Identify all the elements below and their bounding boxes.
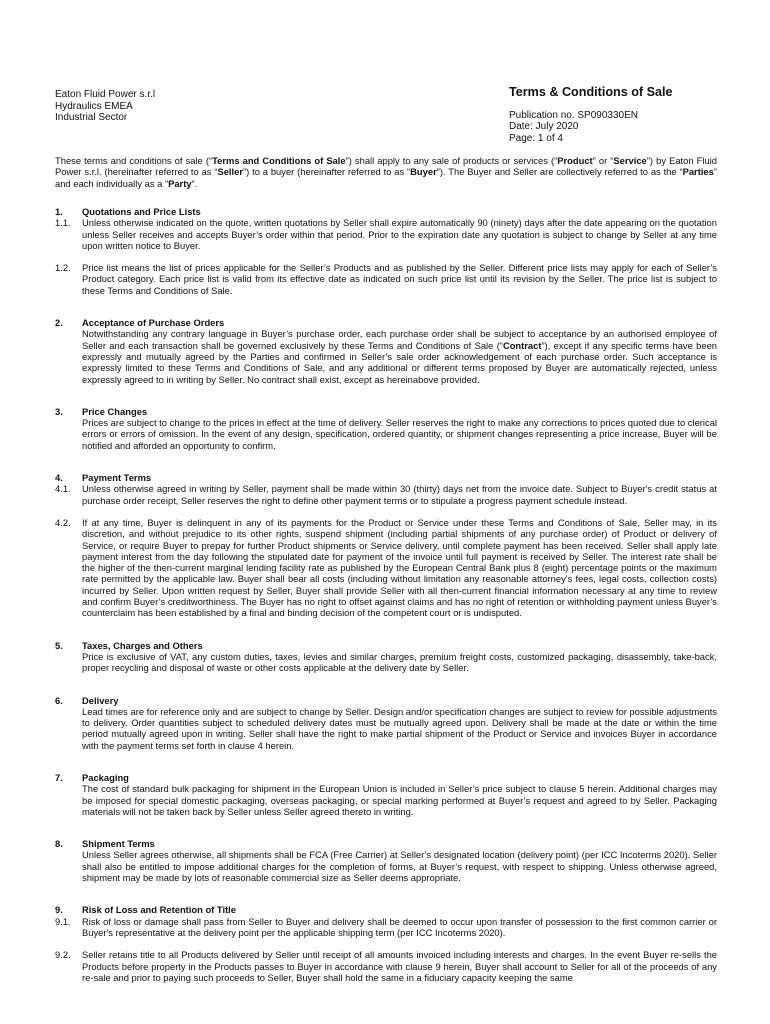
clause-number: 1.1. — [55, 217, 71, 229]
clause-paragraph — [55, 651, 717, 674]
section-quotations — [55, 206, 717, 296]
intro-text: ” or “ — [592, 155, 614, 166]
section-heading — [55, 904, 717, 915]
intro-text: ”. — [191, 177, 198, 189]
section-acceptance — [55, 317, 717, 385]
clause-number: 9.1. — [55, 915, 71, 927]
defined-term: Terms and Conditions of Sale — [212, 155, 346, 166]
section-number: 1. — [55, 206, 63, 217]
section-payment-terms — [55, 472, 717, 619]
clause-text: Seller retains title to all Products delivered by Seller until receipt of all amounts invoiced including interests and charges. In the event Buyer re-sells the Products before property in the Products passes to Buyer in accordance with clause 9 herein, Buyer shall account to Seller for all of the proceeds of any re-sale and prior to paying such proceeds to Seller, Buyer shall hold the same in a fiduciary capacity keeping the same — [82, 949, 717, 983]
clause-paragraph — [55, 783, 717, 817]
section-number: 8. — [55, 838, 63, 850]
intro-text: ” and each individually as a “ — [55, 166, 717, 189]
clause-number: 4.1. — [55, 483, 71, 495]
section-title: Shipment Terms — [82, 838, 155, 850]
section-number: 4. — [55, 472, 63, 484]
clause-indent — [55, 328, 82, 384]
section-shipment-terms — [55, 838, 717, 883]
section-risk-of-loss — [55, 904, 717, 983]
clause-text: Lead times are for reference only and are subject to change by Seller. Design and/or specification changes are subject to review for possible adjustments to delivery. Order quantities subject to scheduled delivery dates must be mutually agreed upon. Delivery shall be made at the date or within the time period mutually agreed upon in writing. Seller shall have the right to make partial shipment of the Product or Service and invoices Buyer in accordance with the payment terms set forth in clause 4 herein. — [82, 705, 717, 751]
section-number: 3. — [55, 405, 63, 417]
section-title: Packaging — [82, 771, 129, 783]
intro-text: ”) shall apply to any sale of products or services (“ — [345, 155, 558, 166]
intro-text: ”). The Buyer and Seller are collectively referred to as the “ — [436, 166, 683, 178]
clause-paragraph — [55, 949, 717, 983]
section-title: Risk of Loss and Retention of Title — [82, 904, 237, 916]
section-number: 6. — [55, 694, 63, 706]
section-title: Quotations and Price Lists — [82, 206, 201, 217]
clause-text: Unless otherwise agreed in writing by Seller, payment shall be made within 30 (thirty) days net from the invoice date. Subject to Buyer's credit status at purchase order receipt, Seller reserves the right to define other payment terms or to stipulate a progress payment schedule instead. — [82, 483, 717, 506]
section-number: 5. — [55, 639, 63, 651]
defined-term: Contract — [502, 339, 542, 351]
clause-paragraph — [55, 849, 717, 883]
section-title: Taxes, Charges and Others — [82, 639, 203, 651]
section-taxes — [55, 640, 717, 674]
clause-text: Unless Seller agrees otherwise, all shipments shall be FCA (Free Carrier) at Seller’s designated location (delivery point) (per ICC Incoterms 2020). Seller shall also be entitled to impose additional charges for the completion of forms, at Buyer’s request, with respect to shipping. Unless otherwise agreed, shipment may be made by lots of reasonable commercial size as Seller deems appropriate. — [82, 849, 717, 884]
clause-indent — [55, 651, 82, 674]
defined-term: Seller — [217, 166, 244, 178]
seller-address-block — [55, 89, 155, 124]
document-title: Terms & Conditions of Sale — [509, 85, 673, 99]
defined-term: Product — [557, 155, 593, 166]
section-delivery — [55, 695, 717, 751]
clause-text: If at any time, Buyer is delinquent in any of its payments for the Product or Service under these Terms and Conditions of Sale, Seller may, in its discretion, and without prejudice to its other rights, suspend shipment (including partial shipments of any purchase order) of Product or delivery of Service, or require Buyer to prepay for further Product shipments or Service delivery, until complete payment has been received. Seller shall apply late payment interest from the day following the stipulated date for payment of the invoice until full payment is received by Seller. The interest rate shall be the higher of the then-current marginal lending facility rate as published by the European Central Bank plus 8 (eight) percentage points or the maximum rate permitted by the applicable law. Buyer shall bear all costs (including without limitation any reasonable attorney's fees, legal costs, collection costs) incurred by Seller. Upon written request by Seller, Buyer shall provide Seller with all then-current financial information necessary at any time to review and confirm Buyer’s creditworthiness. The Buyer has no right to offset against claims and has no right of retention or withholding payment unless Buyer’s counterclaim has been established by a final and binding decision of the competent court or is undisputed. — [82, 516, 717, 619]
section-title: Delivery — [82, 694, 119, 706]
section-heading — [55, 640, 717, 651]
clause-paragraph — [55, 916, 717, 939]
section-title: Payment Terms — [82, 472, 152, 484]
intro-text: ”) by Eaton Fluid Power s.r.l. (hereinafter referred to as “ — [55, 155, 717, 178]
clause-indent — [55, 849, 82, 883]
defined-term: Service — [613, 155, 647, 166]
section-price-changes — [55, 406, 717, 451]
section-number: 7. — [55, 771, 63, 783]
clause-indent — [55, 417, 82, 451]
document-info-block — [509, 87, 673, 144]
section-heading — [55, 772, 717, 783]
clause-paragraph — [55, 417, 717, 451]
section-title: Acceptance of Purchase Orders — [82, 317, 225, 329]
clause-paragraph — [55, 483, 717, 506]
section-heading — [55, 406, 717, 417]
clause-paragraph — [55, 328, 717, 384]
clause-text — [82, 328, 717, 384]
clause-text: Risk of loss or damage shall pass from Seller to Buyer and delivery shall be deemed to occur upon transfer of possession to the first common carrier or Buyer's representative at the delivery point per the applicable shipping term (per ICC Incoterms 2020). — [82, 915, 717, 938]
company-name: Eaton Fluid Power s.r.l — [55, 89, 156, 100]
sector-name: Industrial Sector — [55, 112, 128, 124]
clause-paragraph — [55, 262, 717, 296]
clause-indent — [55, 783, 82, 817]
clause-text-part: Notwithstanding any contrary language in Buyer’s purchase order, each purchase order shall be subject to acceptance by an authorised employee of Seller and each transaction shall be governed exclusively by these Terms and Conditions of Sale (“ — [82, 328, 717, 351]
publication-date: Date: July 2020 — [509, 121, 579, 133]
section-number: 9. — [55, 904, 63, 916]
publication-number: Publication no. SP090330EN — [509, 109, 638, 121]
clause-number: 4.2. — [55, 516, 71, 528]
section-heading — [55, 838, 717, 849]
section-number: 2. — [55, 317, 63, 329]
clause-indent — [55, 706, 82, 751]
clause-text: The cost of standard bulk packaging for shipment in the European Union is included in Seller’s price subject to clause 5 herein. Additional charges may be imposed for special domestic packaging, overseas packaging, or special marking performed at Buyer’s request and agreed to by Seller. Packaging materials will not be taken back by Seller unless Seller agreed thereto in writing. — [82, 783, 717, 817]
defined-term: Buyer — [410, 166, 437, 178]
clause-number: 9.2. — [55, 949, 71, 961]
intro-text: These terms and conditions of sale (“ — [55, 155, 213, 166]
section-heading — [55, 695, 717, 706]
defined-term: Parties — [682, 166, 714, 178]
clause-paragraph — [55, 706, 717, 751]
clause-paragraph — [55, 517, 717, 619]
clauses — [55, 206, 717, 1004]
clause-text-part: ”), except if any specific terms have been expressly and mutually agreed by the Parties and confirmed in Seller’s sale order acknowledgement of each purchase order. Such acceptance is expressly limited to these Terms and Conditions of Sale, and any additional or different terms proposed by Buyer are automatically rejected, unless expressly agreed to in writing by Seller. No contract shall exist, except as hereinabove provided. — [82, 339, 717, 385]
section-title: Price Changes — [82, 405, 148, 417]
page-number: Page: 1 of 4 — [509, 132, 563, 144]
section-packaging — [55, 772, 717, 817]
clause-number: 1.2. — [55, 262, 71, 274]
clause-text: Unless otherwise indicated on the quote, written quotations by Seller shall expire automatically 90 (ninety) days after the date appearing on the quotation unless Seller receives and accepts Buyer’s order within that period. Prior to the expiration date any quotation is subject to change by Seller at any time upon written notice to Buyer. — [82, 217, 717, 251]
clause-text: Price list means the list of prices applicable for the Seller’s Products and as published by the Seller. Different price lists may apply for each of Seller’s Product category. Each price list is valid from its effective date as indicated on such price list until its revision by the Seller. The price list is subject to these Terms and Conditions of Sale. — [82, 262, 717, 296]
intro-text: ”) to a buyer (hereinafter referred to as “ — [243, 166, 411, 178]
section-heading — [55, 206, 717, 217]
clause-text: Price is exclusive of VAT, any custom duties, taxes, levies and similar charges, premium freight costs, customized packaging, disassembly, take-back, proper recycling and disposal of waste or other costs applicable at the delivery date by Seller. — [82, 650, 717, 674]
division-name: Hydraulics EMEA — [55, 100, 133, 112]
clause-text: Prices are subject to change to the prices in effect at the time of delivery. Seller reserves the right to make any corrections to prices quoted due to clerical errors or errors of omission. In the event of any design, specification, ordered quantity, or shipment changes representing a price increase, Buyer will be notified and afforded an opportunity to confirm. — [82, 417, 717, 451]
intro-paragraph — [55, 155, 717, 189]
section-heading — [55, 317, 717, 328]
defined-term: Party — [168, 177, 192, 189]
clause-paragraph — [55, 217, 717, 251]
section-heading — [55, 472, 717, 483]
